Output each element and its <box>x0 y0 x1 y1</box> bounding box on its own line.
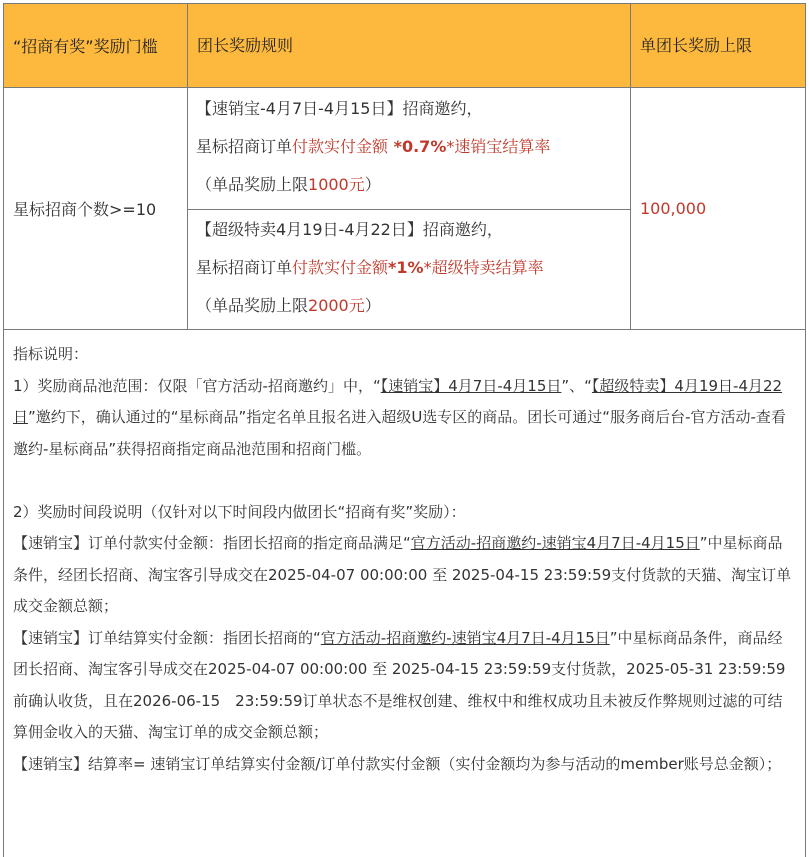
header-rules: 团长奖励规则 <box>188 4 631 87</box>
rule2-prefix: 星标招商订单 <box>196 258 293 277</box>
p3-text-a: 【速销宝】订单付款实付金额：指团长招商的指定商品满足“ <box>13 534 411 552</box>
threshold-cell: 星标招商个数>=10 <box>4 88 188 329</box>
cap-cell: 100,000 <box>640 199 707 218</box>
rule1-cap: 1000元 <box>308 175 365 194</box>
rule2-line2 <box>196 249 631 287</box>
rule1-line3 <box>196 166 631 204</box>
link-chaojitemai[interactable]: 【超级特卖】4月19日-4月22日 <box>13 376 783 426</box>
notes-p3 <box>13 528 797 623</box>
rule2-cap: 2000元 <box>308 296 365 315</box>
rule-chaojitemai <box>188 211 631 329</box>
reward-table <box>3 3 806 857</box>
rule1-cap-prefix: （单品奖励上限 <box>196 175 309 194</box>
notes-p4 <box>13 623 797 749</box>
notes-p1 <box>13 371 797 466</box>
rule1-suffix: *速销宝结算率 <box>446 137 551 156</box>
rule-suxiaobao <box>188 90 631 210</box>
rule1-cap-suffix: ） <box>364 175 381 194</box>
spacer <box>13 465 797 497</box>
p4-text-b: ”中星标商品条件，商品经团长招商、淘宝客引导成交在2025-04-07 00:00:00 至 2025-04-15 23:59:59支付货款，2025-05-31 23:59:59前确认收货，且在2026-06-15 23:59:59订单状态不是维权创建、维权中和维权成功且未被反作弊规则过滤的可结算佣金收入的天猫、淘宝订单的成交金额总额； <box>13 628 786 741</box>
notes-p5: 【速销宝】结算率= 速销宝订单结算实付金额/订单付款实付金额（实付金额均为参与活动的member账号总金额）； <box>13 754 782 773</box>
rule2-cap-prefix: （单品奖励上限 <box>196 296 309 315</box>
header-cap: 单团长奖励上限 <box>640 35 753 55</box>
rule1-rate: *0.7% <box>388 137 447 156</box>
notes-section <box>4 330 805 780</box>
rule1-line1: 【速销宝-4月7日-4月15日】招商邀约， <box>196 99 483 118</box>
rule2-suffix: *超级特卖结算率 <box>423 258 544 277</box>
p4-text-a: 【速销宝】订单结算实付金额：指团长招商的“ <box>13 628 321 647</box>
rule2-amount: 付款实付金额 <box>292 258 389 277</box>
table-header <box>4 4 805 88</box>
p1-text-c: ”邀约下，确认通过的“星标商品”指定名单且报名进入超级U选专区的商品。团长可通过“服务商后台-官方活动-查看邀约-星标商品”获得招商指定商品池范围和招商门槛。 <box>13 408 786 458</box>
p1-text-a: 1）奖励商品池范围：仅限「官方活动-招商邀约」中，“ <box>13 376 381 395</box>
notes-title: 指标说明： <box>13 345 89 363</box>
header-threshold: “招商有奖”奖励门槛 <box>4 4 188 87</box>
rule2-cap-suffix: ） <box>364 296 381 315</box>
p1-text-b: ”、“ <box>561 376 592 395</box>
table-row <box>4 88 805 330</box>
p3-text-b: ”中星标商品条件，经团长招商、淘宝客引导成交在2025-04-07 00:00:00 至 2025-04-15 23:59:59支付货款的天猫、淘宝订单成交金额总额； <box>13 534 792 615</box>
link-activity-1[interactable]: 官方活动-招商邀约-速销宝4月7日-4月15日 <box>410 534 700 552</box>
rule2-line3 <box>196 287 631 325</box>
link-activity-2[interactable]: 官方活动-招商邀约-速销宝4月7日-4月15日 <box>320 628 610 647</box>
rule2-rate: *1% <box>388 258 424 277</box>
rules-cell <box>188 88 631 329</box>
notes-p2: 2）奖励时间段说明（仅针对以下时间段内做团长“招商有奖”奖励）： <box>13 502 466 521</box>
rule2-line1: 【超级特卖4月19日-4月22日】招商邀约， <box>196 220 503 239</box>
rule1-prefix: 星标招商订单 <box>196 137 293 156</box>
rule1-line2 <box>196 128 631 166</box>
rule1-amount: 付款实付金额 <box>292 137 389 156</box>
link-suxiaobao[interactable]: 【速销宝】4月7日-4月15日 <box>380 376 562 395</box>
